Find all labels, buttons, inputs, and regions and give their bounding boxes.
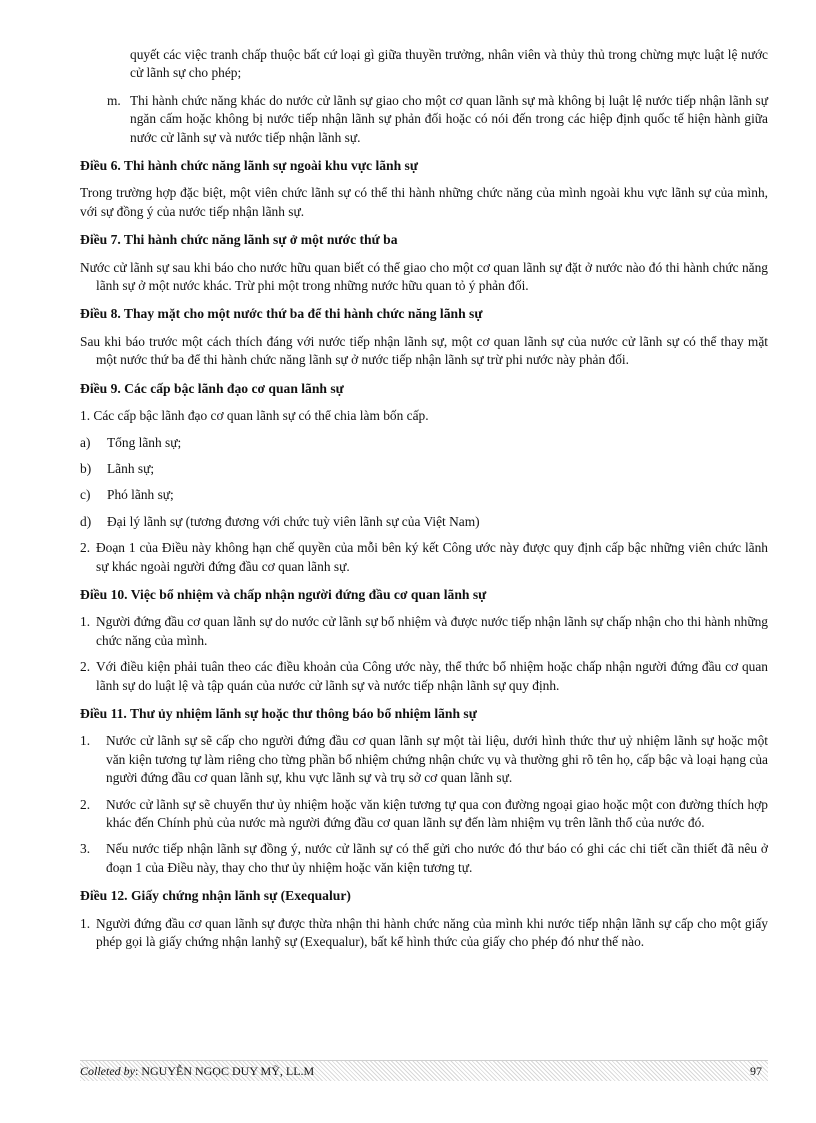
item-label: 2.: [80, 659, 91, 675]
article-8-text: Sau khi báo trước một cách thích đáng với nước tiếp nhận lãnh sự, một cơ quan lãnh sự của nước cử lãnh sự có thể thay mặt một nước thứ ba để thi hành chức năng lãnh sự ở nước tiếp nhận lãnh sự trừ phi nước này phản đối.: [80, 333, 768, 368]
article-11-item-1: [80, 732, 768, 787]
sub-text: Lãnh sự;: [107, 460, 155, 476]
article-7-heading: Điều 7. Thi hành chức năng lãnh sự ở một nước thứ ba: [80, 232, 398, 248]
item-label: 2.: [80, 796, 91, 812]
article-9-paragraph-2: [80, 539, 768, 576]
sub-label: c): [80, 487, 91, 503]
article-6-heading: Điều 6. Thi hành chức năng lãnh sự ngoài khu vực lãnh sự: [80, 158, 418, 174]
item-text: Người đứng đầu cơ quan lãnh sự được thừa nhận thi hành chức năng của mình khi nước tiếp nhận lãnh sự cấp cho một giấy phép gọi là giấy chứng nhận lanhỹ sự (Exequalur), bất kể hình thức của giấy cho phép đó như thế nào.: [96, 915, 768, 950]
item-text: Nếu nước tiếp nhận lãnh sự đồng ý, nước cử lãnh sự có thể gửi cho nước đó thư báo có ghi các chi tiết cần thiết đã nêu ở đoạn 1 của Điều này, thay cho thư ủy nhiệm hoặc văn kiện tương tự.: [106, 841, 768, 875]
list-item-label: m.: [107, 92, 121, 108]
page-number: 97: [750, 1064, 762, 1078]
article-10-heading: Điều 10. Việc bổ nhiệm và chấp nhận người đứng đầu cơ quan lãnh sự: [80, 586, 487, 602]
item-text: Đoạn 1 của Điều này không hạn chế quyền của mỗi bên ký kết Công ước này được quy định cấp bậc những viên chức lãnh sự khác ngoài người đứng đầu cơ quan lãnh sự.: [96, 540, 768, 574]
article-9-sub-d: [80, 513, 768, 531]
document-page: [80, 46, 768, 959]
article-9-sub-c: [80, 486, 768, 504]
item-label: 1.: [80, 915, 91, 931]
article-9-heading: Điều 9. Các cấp bậc lãnh đạo cơ quan lãnh sự: [80, 380, 344, 396]
item-text: Nước cử lãnh sự sẽ cấp cho người đứng đầu cơ quan lãnh sự một tài liệu, dưới hình thức thư uỷ nhiệm lãnh sự hoặc một văn kiện tương tự làm riêng cho từng phần bổ nhiệm chứng nhận chức vụ và thường ghi rõ tên họ, cấp bậc và loại hạng của người đứng đầu cơ quan lãnh sự, khu vực lãnh sự và trụ sở cơ quan lãnh sự.: [106, 733, 768, 786]
item-label: 2.: [80, 540, 91, 556]
continuation-paragraph: quyết các việc tranh chấp thuộc bất cứ loại gì giữa thuyền trưởng, nhân viên và thủy thủ trong chừng mực luật lệ nước cử lãnh sự cho phép;: [130, 47, 768, 81]
list-item-text: Thi hành chức năng khác do nước cử lãnh sự giao cho một cơ quan lãnh sự mà không bị luật lệ nước tiếp nhận lãnh sự ngăn cấm hoặc không bị nước tiếp nhận lãnh sự phản đối hoặc có nói đến trong các hiệp định quốc tế hiện hành giữa nước cử lãnh sự và nước tiếp nhận lãnh sự.: [130, 92, 768, 145]
footer-author: : NGUYỄN NGỌC DUY MỸ, LL.M: [134, 1064, 315, 1078]
page-footer: [80, 1060, 768, 1081]
article-6-text: Trong trường hợp đặc biệt, một viên chức lãnh sự có thể thi hành những chức năng của mình ngoài khu vực lãnh sự của mình, với sự đồng ý của nước tiếp nhận lãnh sự.: [80, 185, 768, 219]
article-10-item-1: [80, 613, 768, 650]
sub-text: Tổng lãnh sự;: [107, 434, 182, 450]
article-11-item-3: [80, 840, 768, 877]
item-label: 1.: [80, 614, 91, 630]
article-8-heading: Điều 8. Thay mặt cho một nước thứ ba để thi hành chức năng lãnh sự: [80, 306, 483, 322]
sub-label: d): [80, 513, 92, 529]
item-text: Với điều kiện phải tuân theo các điều khoản của Công ước này, thể thức bổ nhiệm hoặc chấp nhận người đứng đầu cơ quan lãnh sự do luật lệ và tập quán của nước cử lãnh sự và nước tiếp nhận lãnh sự quy định.: [96, 659, 768, 693]
item-text: Nước cử lãnh sự sẽ chuyển thư ủy nhiệm hoặc văn kiện tương tự qua con đường ngoại giao hoặc một con đường thích hợp khác đến Chính phủ của nước mà người đứng đầu cơ quan lãnh sự đến làm nhiệm vụ trên lãnh thổ của nước đó.: [106, 796, 768, 830]
list-item-m: [80, 92, 768, 147]
sub-text: Đại lý lãnh sự (tương đương với chức tuỳ viên lãnh sự của Việt Nam): [107, 513, 480, 529]
article-11-heading: Điều 11. Thư ủy nhiệm lãnh sự hoặc thư thông báo bổ nhiệm lãnh sự: [80, 705, 477, 721]
article-9-sub-b: [80, 460, 768, 478]
footer-credit: [80, 1061, 314, 1081]
article-12-item-1: [80, 915, 768, 952]
sub-label: a): [80, 434, 91, 450]
article-7-text: Nước cử lãnh sự sau khi báo cho nước hữu quan biết có thể giao cho một cơ quan lãnh sự đặt ở nước nào đó thi hành chức năng lãnh sự ở một nước khác. Trừ phi một trong những nước hữu quan tỏ ý phản đối.: [80, 259, 768, 294]
sub-label: b): [80, 460, 92, 476]
article-9-paragraph-1: 1. Các cấp bậc lãnh đạo cơ quan lãnh sự có thể chia làm bốn cấp.: [80, 408, 429, 424]
item-label: 3.: [80, 841, 91, 857]
article-9-sub-a: [80, 434, 768, 452]
item-label: 1.: [80, 733, 91, 749]
article-12-heading: Điều 12. Giấy chứng nhận lãnh sự (Exequalur): [80, 888, 351, 904]
sub-text: Phó lãnh sự;: [107, 487, 174, 503]
article-11-item-2: [80, 796, 768, 833]
footer-collected-label: Colleted by: [80, 1064, 135, 1078]
article-10-item-2: [80, 658, 768, 695]
item-text: Người đứng đầu cơ quan lãnh sự do nước cử lãnh sự bổ nhiệm và được nước tiếp nhận lãnh sự chấp nhận cho thi hành những chức năng của mình.: [96, 614, 768, 648]
